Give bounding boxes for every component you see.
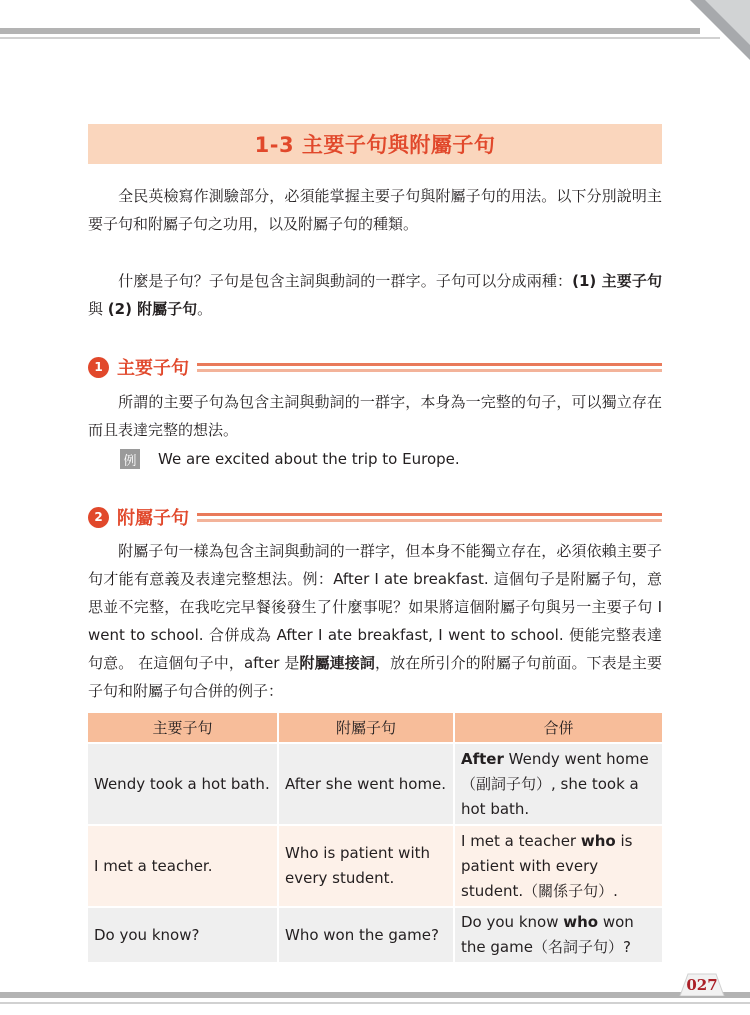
intro-paragraph-2: 什麼是子句？子句是包含主詞與動詞的一群字。子句可以分成兩種：(1) 主要子句 與 (2) 附屬子句。 [88,272,662,318]
table-row [88,907,662,962]
section-1-number: 1 [88,357,109,378]
table-row [88,825,662,907]
cell-combined: I met a teacher who is patient with every student.（關係子句）. [454,825,662,907]
top-border-line [0,28,700,34]
table-row [88,743,662,825]
section-2-heading [88,504,662,530]
cell-combined: After Wendy went home（副詞子句）, she took a hot bath. [454,743,662,825]
section-1-rule [197,363,662,372]
page-title: 1-3 主要子句與附屬子句 [88,124,662,164]
table-header-row [88,713,662,743]
cell-sub-clause: Who won the game? [278,907,454,962]
section-2-rule [197,513,662,522]
bottom-border-line [0,992,750,998]
cell-main-clause: I met a teacher. [88,825,278,907]
clause-table [88,713,662,962]
top-border-line-thin [0,37,720,39]
cell-sub-clause: Who is patient with every student. [278,825,454,907]
section-1-body: 所謂的主要子句為包含主詞與動詞的一群字，本身為一完整的句子，可以獨立存在而且表達完整的想法。 [88,393,662,439]
intro-paragraph-1: 全民英檢寫作測驗部分，必須能掌握主要子句與附屬子句的用法。以下分別說明主要子句和附屬子句之功用，以及附屬子句的種類。 [88,187,662,233]
page-corner-fold [660,0,750,60]
section-2-body: 附屬子句一樣為包含主詞與動詞的一群字，但本身不能獨立存在，必須依賴主要子句才能有意義及表達完整想法。例：After I ate breakfast. 這個句子是附屬子句，意思並不完整，在我吃完早餐後發生了什麼事呢？如果將這個附屬子句與另一主要子句 I went to school. 合併成為 After I ate breakfast, I went to school. 便能完整表達句意。 在這個句子中，after 是附屬連接詞，放在所引介的附屬子句前面。下表是主要子句和附屬子句合併的例子： [88,542,662,700]
header-sub-clause: 附屬子句 [278,713,454,743]
example-sentence: We are excited about the trip to Europe. [158,450,460,468]
cell-combined: Do you know who won the game（名詞子句）? [454,907,662,962]
header-main-clause: 主要子句 [88,713,278,743]
bottom-border-line-thin [0,1002,750,1004]
example-tag-icon: 例 [120,449,140,469]
section-1-title: 主要子句 [117,358,189,379]
section-1-heading [88,354,662,380]
cell-sub-clause: After she went home. [278,743,454,825]
cell-main-clause: Do you know? [88,907,278,962]
section-2-title: 附屬子句 [117,508,189,529]
header-combined: 合併 [454,713,662,743]
example-line [120,446,460,472]
page-number: 027 [676,966,728,996]
section-2-number: 2 [88,507,109,528]
cell-main-clause: Wendy took a hot bath. [88,743,278,825]
